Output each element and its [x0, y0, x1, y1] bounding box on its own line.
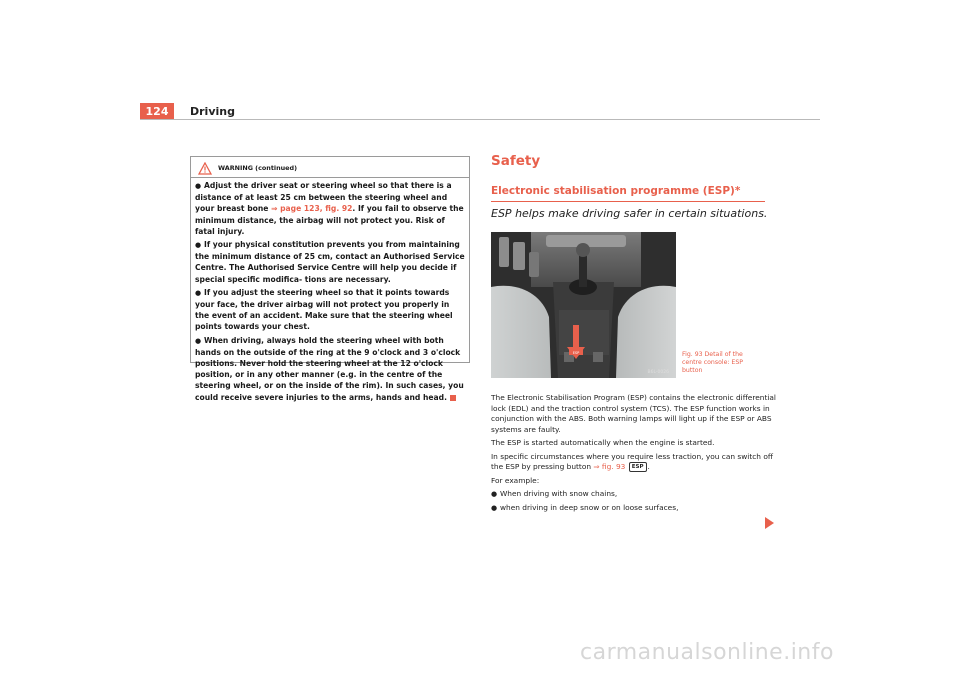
- bullet-icon: ●: [195, 182, 202, 190]
- paragraph: The Electronic Stabilisation Program (ESP) contains the electronic differential lock (EDL) and the traction control system (TCS). The ESP function works in conjunction with the ABS. Both warning lamps will light up if the ESP or ABS systems are faulty.: [491, 393, 776, 434]
- figure-reference-link[interactable]: ⇒ fig. 93: [593, 462, 626, 471]
- warning-list: [195, 180, 466, 403]
- bullet-icon: ●: [491, 503, 498, 512]
- warning-title: WARNING (continued): [218, 164, 297, 172]
- paragraph: The ESP is started automatically when the engine is started.: [491, 438, 715, 447]
- example-list: [491, 489, 776, 513]
- warning-item: [195, 287, 466, 333]
- paragraph: For example:: [491, 475, 540, 485]
- centre-console-illustration: [491, 232, 676, 378]
- list-item: [491, 503, 776, 514]
- esp-button-label: ESP: [572, 351, 580, 355]
- list-item-text: When driving with snow chains,: [500, 489, 618, 498]
- bullet-icon: ●: [195, 288, 202, 297]
- section-end-icon: [450, 395, 456, 401]
- warning-item-text: When driving, always hold the steering wheel with both hands on the outside of the ring at the 9 o'clock and 3 o'clock positions. Never hold the steering wheel at the 12 o'clock position, or in any other manner (e.g. in the centre of the steering wheel, or on the inside of the rim). In such cases, you could receive severe injuries to the arms, hands and head.: [195, 335, 464, 402]
- figure-93-centre-console: [491, 232, 676, 378]
- paragraph-text: In specific circumstances where you require less traction, you can switch off the ESP by pressing button: [491, 451, 773, 471]
- figure-caption: Fig. 93 Detail of the centre console: ESP button: [682, 351, 744, 374]
- page-header-title: Driving: [190, 105, 235, 118]
- warning-header: [195, 159, 466, 177]
- esp-button-symbol: ESP: [629, 462, 647, 472]
- watermark: carmanualsonline.info: [580, 640, 834, 665]
- bullet-icon: ●: [195, 336, 202, 345]
- list-item: [491, 489, 776, 500]
- next-page-arrow-icon[interactable]: [765, 517, 774, 529]
- warning-item: [195, 239, 466, 285]
- warning-divider: [191, 177, 469, 178]
- warning-item: [195, 335, 466, 403]
- warning-item-text: If you adjust the steering wheel so that it points towards your face, the driver airbag will not protect you properly in the event of an accident. Make sure that the steering wheel points towards your chest.: [195, 287, 453, 332]
- bullet-icon: ●: [195, 241, 202, 250]
- subsection-title: Electronic stabilisation programme (ESP)*: [491, 185, 741, 197]
- paragraph-text: .: [647, 462, 650, 471]
- list-item-text: when driving in deep snow or on loose surfaces,: [500, 502, 679, 512]
- warning-item-text: If your physical constitution prevents you from maintaining the minimum distance of 25 cm, contact an Authorised Service Centre. The Authorised Service Centre will help you decide if special specific modifica- tions are necessary.: [195, 240, 465, 284]
- warning-item: [195, 180, 466, 237]
- warning-item-text: . If you fail to observe the minimum distance, the airbag will not protect you. Risk of fatal injury.: [195, 204, 464, 236]
- warning-box: [190, 156, 470, 402]
- warning-item-text: Adjust the driver seat or steering wheel so that there is a distance of at least 25 cm between the steering wheel and your breast bone: [195, 181, 452, 214]
- paragraph: [491, 452, 776, 473]
- header-divider: [140, 119, 820, 120]
- figure-code: B6L-0026: [647, 370, 669, 375]
- page-number: 124: [140, 103, 174, 120]
- subsection-divider: [491, 201, 765, 202]
- section-title: Safety: [491, 153, 541, 169]
- bullet-icon: ●: [491, 490, 498, 498]
- body-text: [491, 393, 776, 516]
- section-intro: ESP helps make driving safer in certain situations.: [491, 207, 768, 220]
- page-reference-link[interactable]: ⇒ page 123, fig. 92: [271, 204, 353, 214]
- warning-triangle-icon: [198, 162, 212, 175]
